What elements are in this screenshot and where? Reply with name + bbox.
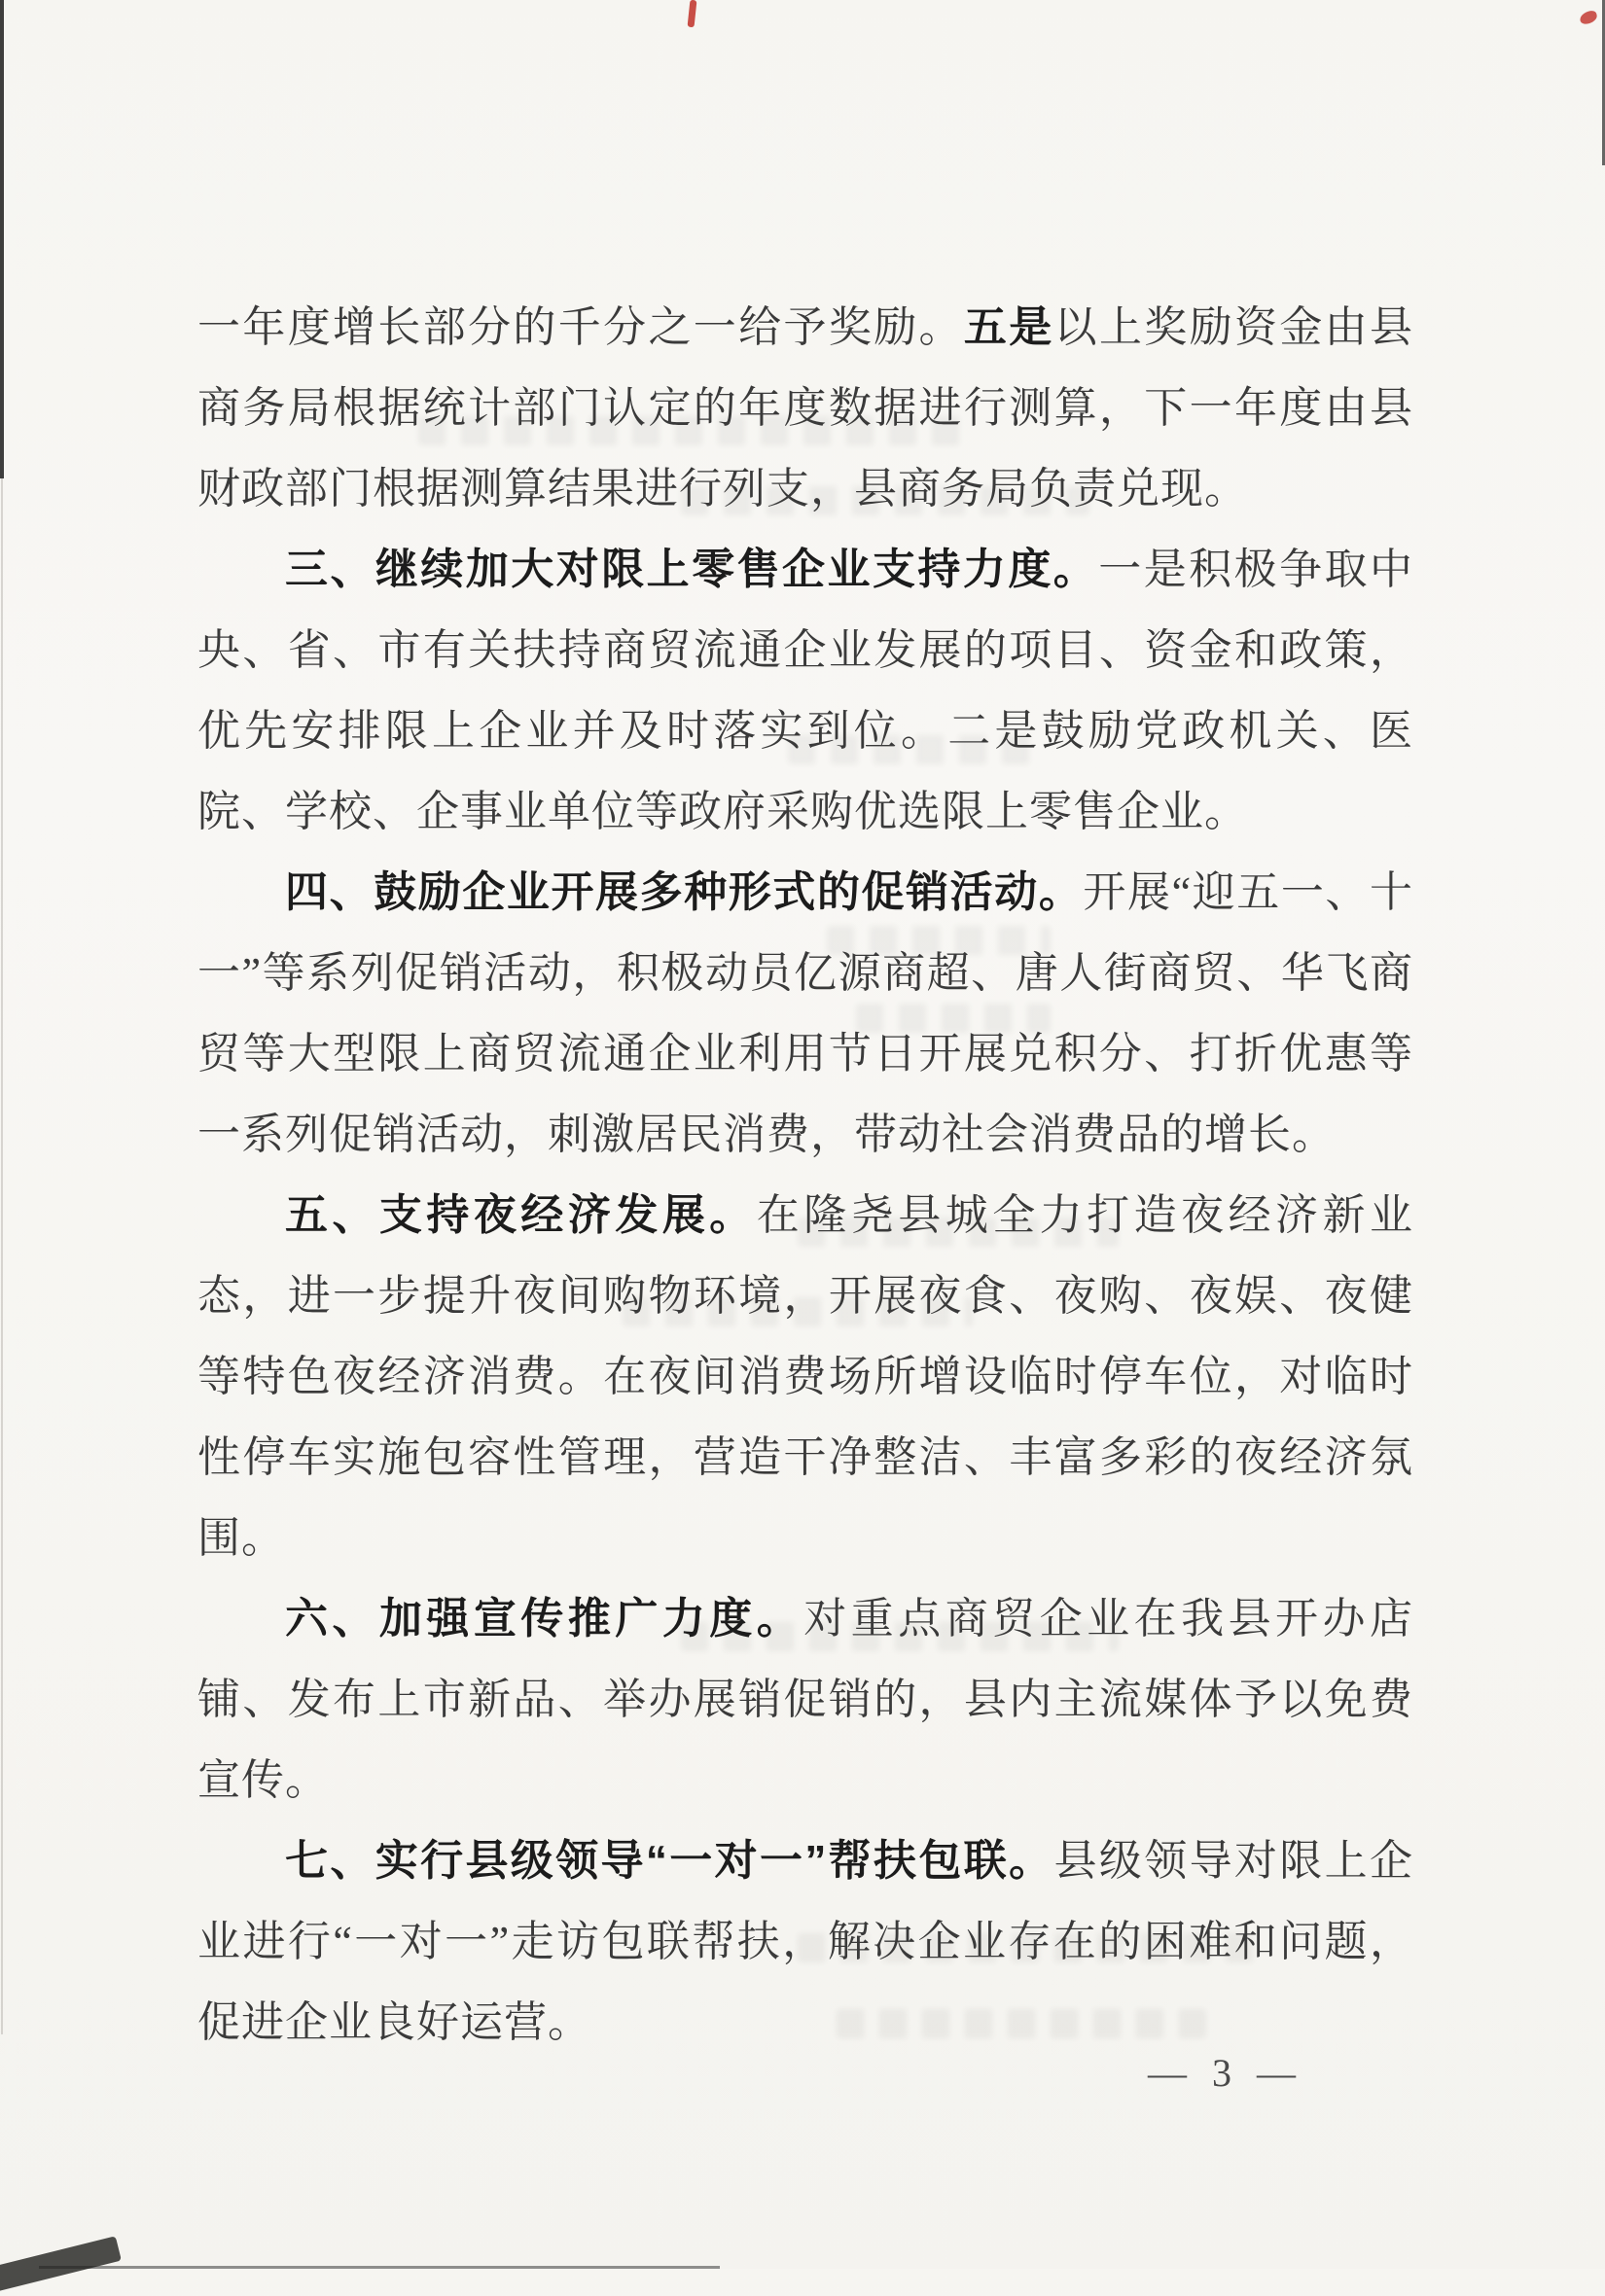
red-ink-dot	[1579, 10, 1599, 26]
emphasis-text: 五、支持夜经济发展。	[285, 1191, 757, 1239]
body-text: 一年度增长部分的千分之一给予奖励。	[197, 303, 964, 351]
emphasis-text: 五是	[963, 303, 1054, 351]
body-text: 以上奖励资金由县商务局根据统计部门认定的年度数据进行测算，下一年度由县财政部门根据测算结果进行列支，县商务局负责兑现。	[197, 303, 1414, 512]
paragraph	[197, 1578, 1413, 1820]
body-text: 开展“迎五一、十一”等系列促销活动，积极动员亿源商超、唐人街商贸、华飞商贸等大型限上商贸流通企业利用节日开展兑积分、打折优惠等一系列促销活动，刺激居民消费，带动社会消费品的增长。	[197, 868, 1414, 1158]
scan-edge-shadow-left	[0, 0, 4, 478]
paragraph	[197, 1820, 1413, 2063]
emphasis-text: 三、继续加大对限上零售企业支持力度。	[285, 546, 1099, 593]
red-ink-mark	[688, 0, 697, 27]
paragraph	[197, 529, 1413, 852]
scan-edge-shadow-left-faint	[1, 478, 3, 2034]
body-text: 对重点商贸企业在我县开办店铺、发布上市新品、举办展销促销的，县内主流媒体予以免费宣传。	[197, 1595, 1414, 1804]
body-text: 县级领导对限上企业进行“一对一”走访包联帮扶，解决企业存在的困难和问题，促进企业良好运营。	[197, 1837, 1414, 2046]
page-number: — 3 —	[1148, 2051, 1303, 2095]
paragraph	[197, 852, 1413, 1175]
emphasis-text: 七、实行县级领导“一对一”帮扶包联。	[285, 1837, 1054, 1885]
document-body	[197, 287, 1413, 2063]
emphasis-text: 六、加强宣传推广力度。	[285, 1595, 804, 1643]
body-text: 一是积极争取中央、省、市有关扶持商贸流通企业发展的项目、资金和政策，优先安排限上企业并及时落实到位。二是鼓励党政机关、医院、学校、企事业单位等政府采购优选限上零售企业。	[197, 546, 1413, 835]
body-text: 在隆尧县城全力打造夜经济新业态，进一步提升夜间购物环境，开展夜食、夜购、夜娱、夜健等特色夜经济消费。在夜间消费场所增设临时停车位，对临时性停车实施包容性管理，营造干净整洁、丰富多彩的夜经济氛围。	[197, 1191, 1414, 1562]
paragraph	[197, 287, 1413, 529]
emphasis-text: 四、鼓励企业开展多种形式的促销活动。	[285, 868, 1084, 916]
paragraph	[197, 1175, 1413, 1578]
